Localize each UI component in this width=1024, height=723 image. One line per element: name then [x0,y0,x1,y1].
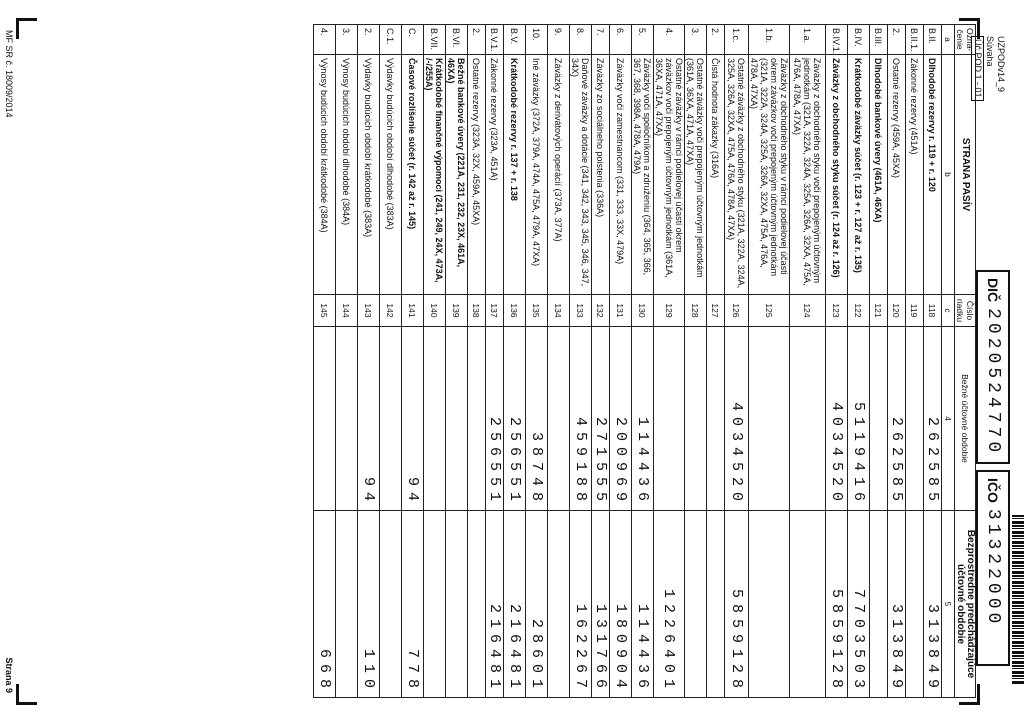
row-number: 128 [685,295,707,327]
row-label: Krátkodobé záväzky súčet (r. 123 + r. 127 až r. 135) [848,55,870,295]
current-period-value: 200969 [610,327,632,511]
row-number: 144 [336,295,358,327]
row-number: 145 [314,295,336,327]
row-label: Ostatné záväzky voči prepojeným účtovným jednotkám (361A, 36XA, 471A, 47XA) [685,55,707,295]
previous-period-value: 110 [358,511,380,698]
previous-period-value [707,511,725,698]
previous-period-value [446,511,468,698]
col-letter: 5 [942,511,955,698]
current-period-value: 4034520 [725,327,749,511]
current-period-value: 256551 [486,327,504,511]
row-label: Záväzky z obchodného styku súčet (r. 124 až r. 126) [826,55,848,295]
row-number: 133 [570,295,592,327]
previous-period-value: 28601 [526,511,548,698]
col-header-cislo: Číslo riadku [955,295,976,327]
table-row [725,25,749,698]
row-number: 135 [526,295,548,327]
row-designation: 7. [592,25,610,55]
ico-box [976,470,1010,666]
row-number: 136 [504,295,526,327]
row-number: 131 [610,295,632,327]
row-designation: B.V. [504,25,526,55]
row-number: 141 [402,295,424,327]
previous-period-value: 313849 [888,511,906,698]
previous-period-value [790,511,826,698]
row-number: 121 [870,295,888,327]
table-row [468,25,486,698]
table-row [548,25,570,698]
row-designation: 3. [336,25,358,55]
table-row [870,25,888,698]
col-letter: b [942,55,955,295]
row-label: Iné záväzky (372A, 379A, 474A, 475A, 479A, 47XA) [526,55,548,295]
table-row [924,25,942,698]
previous-period-value [749,511,790,698]
previous-period-value [906,511,924,698]
current-period-value [380,327,402,511]
row-designation: 1.a. [790,25,826,55]
row-number: 118 [924,295,942,327]
row-label: Krátkodobé rezervy r. 137 + r. 138 [504,55,526,295]
page-number: Strana 9 [4,657,14,693]
current-period-value [314,327,336,511]
row-designation: B.II.1. [906,25,924,55]
current-period-value [548,327,570,511]
barcode [1012,515,1024,685]
current-period-value: 114436 [632,327,654,511]
row-label: Záväzky voči zamestnancom (331, 333, 33X, 479A) [610,55,632,295]
dic-box [976,270,1010,464]
row-number: 140 [424,295,446,327]
previous-period-value [548,511,570,698]
previous-period-value: 313849 [924,511,942,698]
row-number: 123 [826,295,848,327]
col-letter: a [942,25,955,55]
previous-period-value [468,511,486,698]
table-row [906,25,924,698]
current-period-value: 459188 [570,327,592,511]
table-row [424,25,446,698]
row-label: Časové rozlíšenie súčet (r. 142 až r. 145) [402,55,424,295]
current-period-value: 94 [358,327,380,511]
table-row [790,25,826,698]
table-row [826,25,848,698]
corner-mark [16,18,37,39]
row-number: 127 [707,295,725,327]
row-number: 120 [888,295,906,327]
table-row [632,25,654,698]
previous-period-value [685,511,707,698]
row-designation: C.1. [380,25,402,55]
form-name: Súvaha [985,36,995,67]
row-label: Záväzky z derivátových operácií (373A, 377A) [548,55,570,295]
row-designation: 2. [358,25,380,55]
row-designation: C. [402,25,424,55]
table-row [610,25,632,698]
current-period-value: 5119416 [848,327,870,511]
previous-period-value [870,511,888,698]
current-period-value [870,327,888,511]
row-label: Výdavky budúcich období krátkodobé (383A) [358,55,380,295]
current-period-value [336,327,358,511]
row-number: 134 [548,295,570,327]
row-label: Čistá hodnota zákazky (316A) [707,55,725,295]
row-designation: 4. [654,25,685,55]
row-label: Krátkodobé finančné výpomoci (241, 249, 24X, 473A, /-/255A) [424,55,446,295]
col-header-bezne: Bežné účtovné obdobie [955,327,976,511]
previous-period-value: 131766 [592,511,610,698]
table-row [446,25,468,698]
previous-period-value: 1226401 [654,511,685,698]
current-period-value [424,327,446,511]
previous-period-value: 5859128 [725,511,749,698]
row-designation: 6. [610,25,632,55]
table-row [592,25,610,698]
row-label: Dlhodobé bankové úvery (461A, 46XA) [870,55,888,295]
ico-label: IČO [985,478,1001,503]
previous-period-value: 216481 [486,511,504,698]
row-number: 138 [468,295,486,327]
dic-label: DIČ [985,278,1001,303]
current-period-value [906,327,924,511]
row-label: Výdavky budúcich období dlhodobé (383A) [380,55,402,295]
row-label: Bežné bankové úvery (221A, 231, 232, 23X, 461A, 46XA) [446,55,468,295]
row-designation: 4. [314,25,336,55]
row-number: 142 [380,295,402,327]
current-period-value [707,327,725,511]
form-title [971,36,1006,101]
row-label: Ostatné záväzky v rámci podielovej účasti okrem záväzkov voči prepojeným účtovným jednotkám (361A, 36XA, 471A, 47XA) [654,55,685,295]
row-designation: 2. [468,25,486,55]
row-designation: B.VII. [424,25,446,55]
form-code: Úč POD 1 - 01 [971,36,984,101]
row-designation: B.III. [870,25,888,55]
row-label: Záväzky voči spoločníkom a združeniu (364, 365, 366, 367, 368, 398A, 478A, 479A) [632,55,654,295]
table-letter-row [942,25,955,698]
col-header-oz: Ozna-čenie [955,25,976,55]
row-designation: 3. [685,25,707,55]
row-designation: 1.c. [725,25,749,55]
current-period-value: 256551 [504,327,526,511]
row-label: Výnosy budúcich období dlhodobé (384A) [336,55,358,295]
row-designation: 1.b. [749,25,790,55]
row-designation: 2. [888,25,906,55]
row-label: Ostatné rezervy (323A, 32X, 459A, 45XA) [468,55,486,295]
current-period-value [446,327,468,511]
row-label: Ostatné záväzky z obchodného styku (321A, 322A, 324A, 325A, 326A, 32XA, 475A, 476A, 478A, 47XA) [725,55,749,295]
row-designation: B.II. [924,25,942,55]
row-label: Záväzky zo sociálneho poistenia (336A) [592,55,610,295]
table-row [526,25,548,698]
table-row [707,25,725,698]
col-header-bezprostredne: Bezprostredne predchádzajúce účtovné obdobie [955,511,976,698]
row-designation: 9. [548,25,570,55]
row-number: 124 [790,295,826,327]
previous-period-value: 778 [402,511,424,698]
dic-value: 2020524770 [983,308,1003,457]
current-period-value [685,327,707,511]
current-period-value: 262585 [924,327,942,511]
row-label: Záväzky z obchodného styku voči prepojeným účtovným jednotkám (321A, 322A, 324A, 325A, 326A, 32XA, 475A, 476A, 478A, 47XA) [790,55,826,295]
row-label: Výnosy budúcich období krátkodobé (384A) [314,55,336,295]
row-label: Zákonné rezervy (323A, 451A) [486,55,504,295]
row-designation: B.IV. [848,25,870,55]
table-row [402,25,424,698]
table-row [654,25,685,698]
row-designation: B.VI. [446,25,468,55]
row-label: Zákonné rezervy (451A) [906,55,924,295]
table-row [685,25,707,698]
row-label: Daňové záväzky a dotácie (341, 342, 343, 345, 346, 347, 34X) [570,55,592,295]
table-body [314,25,942,698]
row-number: 126 [725,295,749,327]
row-designation: B.V.1. [486,25,504,55]
ico-value: 31322000 [983,508,1003,628]
table-row [749,25,790,698]
row-designation: 8. [570,25,592,55]
balance-table [313,24,976,698]
previous-period-value: 180904 [610,511,632,698]
row-label: Ostatné rezervy (459A, 45XA) [888,55,906,295]
previous-period-value: 5859128 [826,511,848,698]
row-designation: 2. [707,25,725,55]
row-number: 139 [446,295,468,327]
current-period-value [749,327,790,511]
current-period-value [654,327,685,511]
table-row [358,25,380,698]
previous-period-value: 7703503 [848,511,870,698]
previous-period-value: 216481 [504,511,526,698]
current-period-value: 262585 [888,327,906,511]
row-number: 119 [906,295,924,327]
previous-period-value: 668 [314,511,336,698]
previous-period-value: 162267 [570,511,592,698]
row-number: 129 [654,295,685,327]
col-header-strana: STRANA PASÍV [955,55,976,295]
table-row [504,25,526,698]
col-letter: c [942,295,955,327]
corner-mark [16,684,37,705]
table-row [380,25,402,698]
current-period-value: 271555 [592,327,610,511]
row-number: 137 [486,295,504,327]
current-period-value [468,327,486,511]
table-header-row [955,25,976,698]
previous-period-value [424,511,446,698]
table-row [570,25,592,698]
table-row [486,25,504,698]
row-label: Dlhodobé rezervy r. 119 + r. 120 [924,55,942,295]
row-designation: B.IV.1. [826,25,848,55]
previous-period-value: 114436 [632,511,654,698]
row-designation: 5. [632,25,654,55]
previous-period-value [336,511,358,698]
table-row [336,25,358,698]
row-label: Záväzky z obchodného styku v rámci podielovej účasti okrem záväzkov voči prepojeným účtovným jednotkám (321A, 322A, 324A, 325A, 326A, 32XA, 475A, 476A, 478A, 47XA) [749,55,790,295]
row-number: 125 [749,295,790,327]
table-row [888,25,906,698]
table-row [314,25,336,698]
current-period-value [790,327,826,511]
table-row [848,25,870,698]
footer-ref: MF SR č. 18009/2014 [4,30,14,118]
row-number: 143 [358,295,380,327]
row-number: 122 [848,295,870,327]
row-number: 130 [632,295,654,327]
col-letter: 4 [942,327,955,511]
form-id: UZPODv14_9 [996,36,1006,93]
row-designation: 10. [526,25,548,55]
current-period-value: 38748 [526,327,548,511]
current-period-value: 94 [402,327,424,511]
current-period-value: 4034520 [826,327,848,511]
previous-period-value [380,511,402,698]
row-number: 132 [592,295,610,327]
